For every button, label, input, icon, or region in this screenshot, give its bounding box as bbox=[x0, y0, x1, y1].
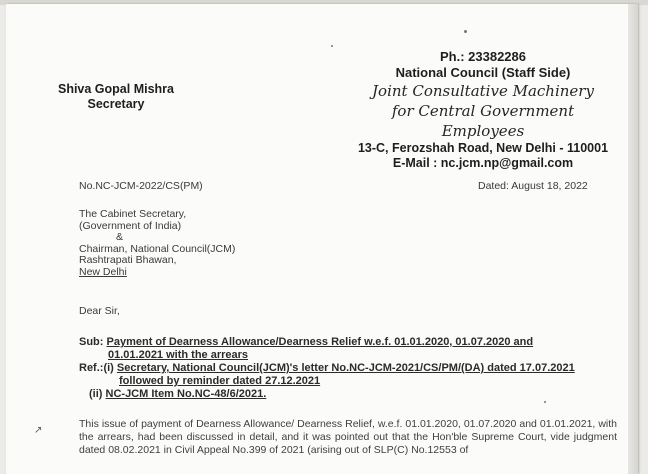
letter-date: Dated: August 18, 2022 bbox=[478, 180, 588, 192]
letterhead bbox=[352, 49, 614, 171]
signatory-designation: Secretary bbox=[87, 97, 145, 111]
reference-item-number: (ii) bbox=[89, 388, 103, 400]
speck bbox=[464, 30, 467, 33]
subject-text: Payment of Dearness Allowance/Dearness Relief w.e.f. 01.01.2020, 01.07.2020 and bbox=[106, 336, 534, 348]
reference-line-3 bbox=[79, 388, 619, 401]
subject-text: 01.01.2021 with the arrears bbox=[108, 349, 249, 361]
speck bbox=[544, 401, 546, 403]
subject-reference-block bbox=[79, 336, 619, 401]
reference-line-2 bbox=[79, 375, 619, 388]
signatory-name: Shiva Gopal Mishra bbox=[57, 82, 174, 96]
addressee-line: (Government of India) bbox=[79, 219, 182, 232]
council-address: 13-C, Ferozshah Road, New Delhi - 110001 bbox=[357, 141, 609, 155]
reference-prefix: Ref.: bbox=[79, 362, 104, 374]
addressee-line: The Cabinet Secretary, bbox=[79, 208, 187, 220]
addressee-line: Rashtrapati Bhawan, bbox=[79, 254, 177, 267]
page-right-edge bbox=[628, 4, 638, 474]
subject-line-1 bbox=[79, 336, 619, 349]
reference-number: No.NC-JCM-2022/CS(PM) bbox=[79, 180, 203, 192]
council-name: National Council (Staff Side) bbox=[395, 65, 571, 80]
body-paragraph: This issue of payment of Dearness Allowance/ Dearness Relief, w.e.f. 01.01.2020, 01.07.2020 and 01.01.2021, with the arrears, had been discussed in detail, and it was pointed out that the Hon'ble Supreme Court, vide judgment dated 08.02.2021 in Civil Appeal No.399 of 2021 (arising out of SLP(C) No.12553 of bbox=[79, 418, 617, 456]
subject-prefix: Sub: bbox=[79, 336, 104, 348]
reference-item-number: (i) bbox=[103, 362, 114, 374]
speck bbox=[331, 45, 333, 47]
reference-line-1 bbox=[79, 362, 619, 375]
salutation: Dear Sir, bbox=[79, 305, 120, 317]
council-email: E-Mail : nc.jcm.np@gmail.com bbox=[392, 156, 574, 170]
signatory-block bbox=[52, 82, 180, 112]
addressee-city: New Delhi bbox=[79, 265, 127, 278]
addressee-line: & bbox=[116, 231, 124, 244]
addressee-block bbox=[79, 209, 235, 279]
addressee-line: Chairman, National Council(JCM) bbox=[79, 242, 236, 255]
script-line-2: for Central Government Employees bbox=[391, 102, 575, 140]
subject-line-2 bbox=[79, 349, 619, 362]
reference-item-text: Secretary, National Council(JCM)'s letter No.NC-JCM-2021/CS/PM/(DA) dated 17.07.2021 bbox=[116, 362, 575, 374]
phone-number: Ph.: 23382286 bbox=[439, 49, 526, 64]
reference-item-text: NC-JCM Item No.NC-48/6/2021. bbox=[105, 388, 267, 400]
reference-item-text: followed by reminder dated 27.12.2021 bbox=[119, 375, 321, 387]
script-line-1: Joint Consultative Machinery bbox=[372, 82, 594, 100]
margin-mark: ↗ bbox=[34, 425, 43, 436]
